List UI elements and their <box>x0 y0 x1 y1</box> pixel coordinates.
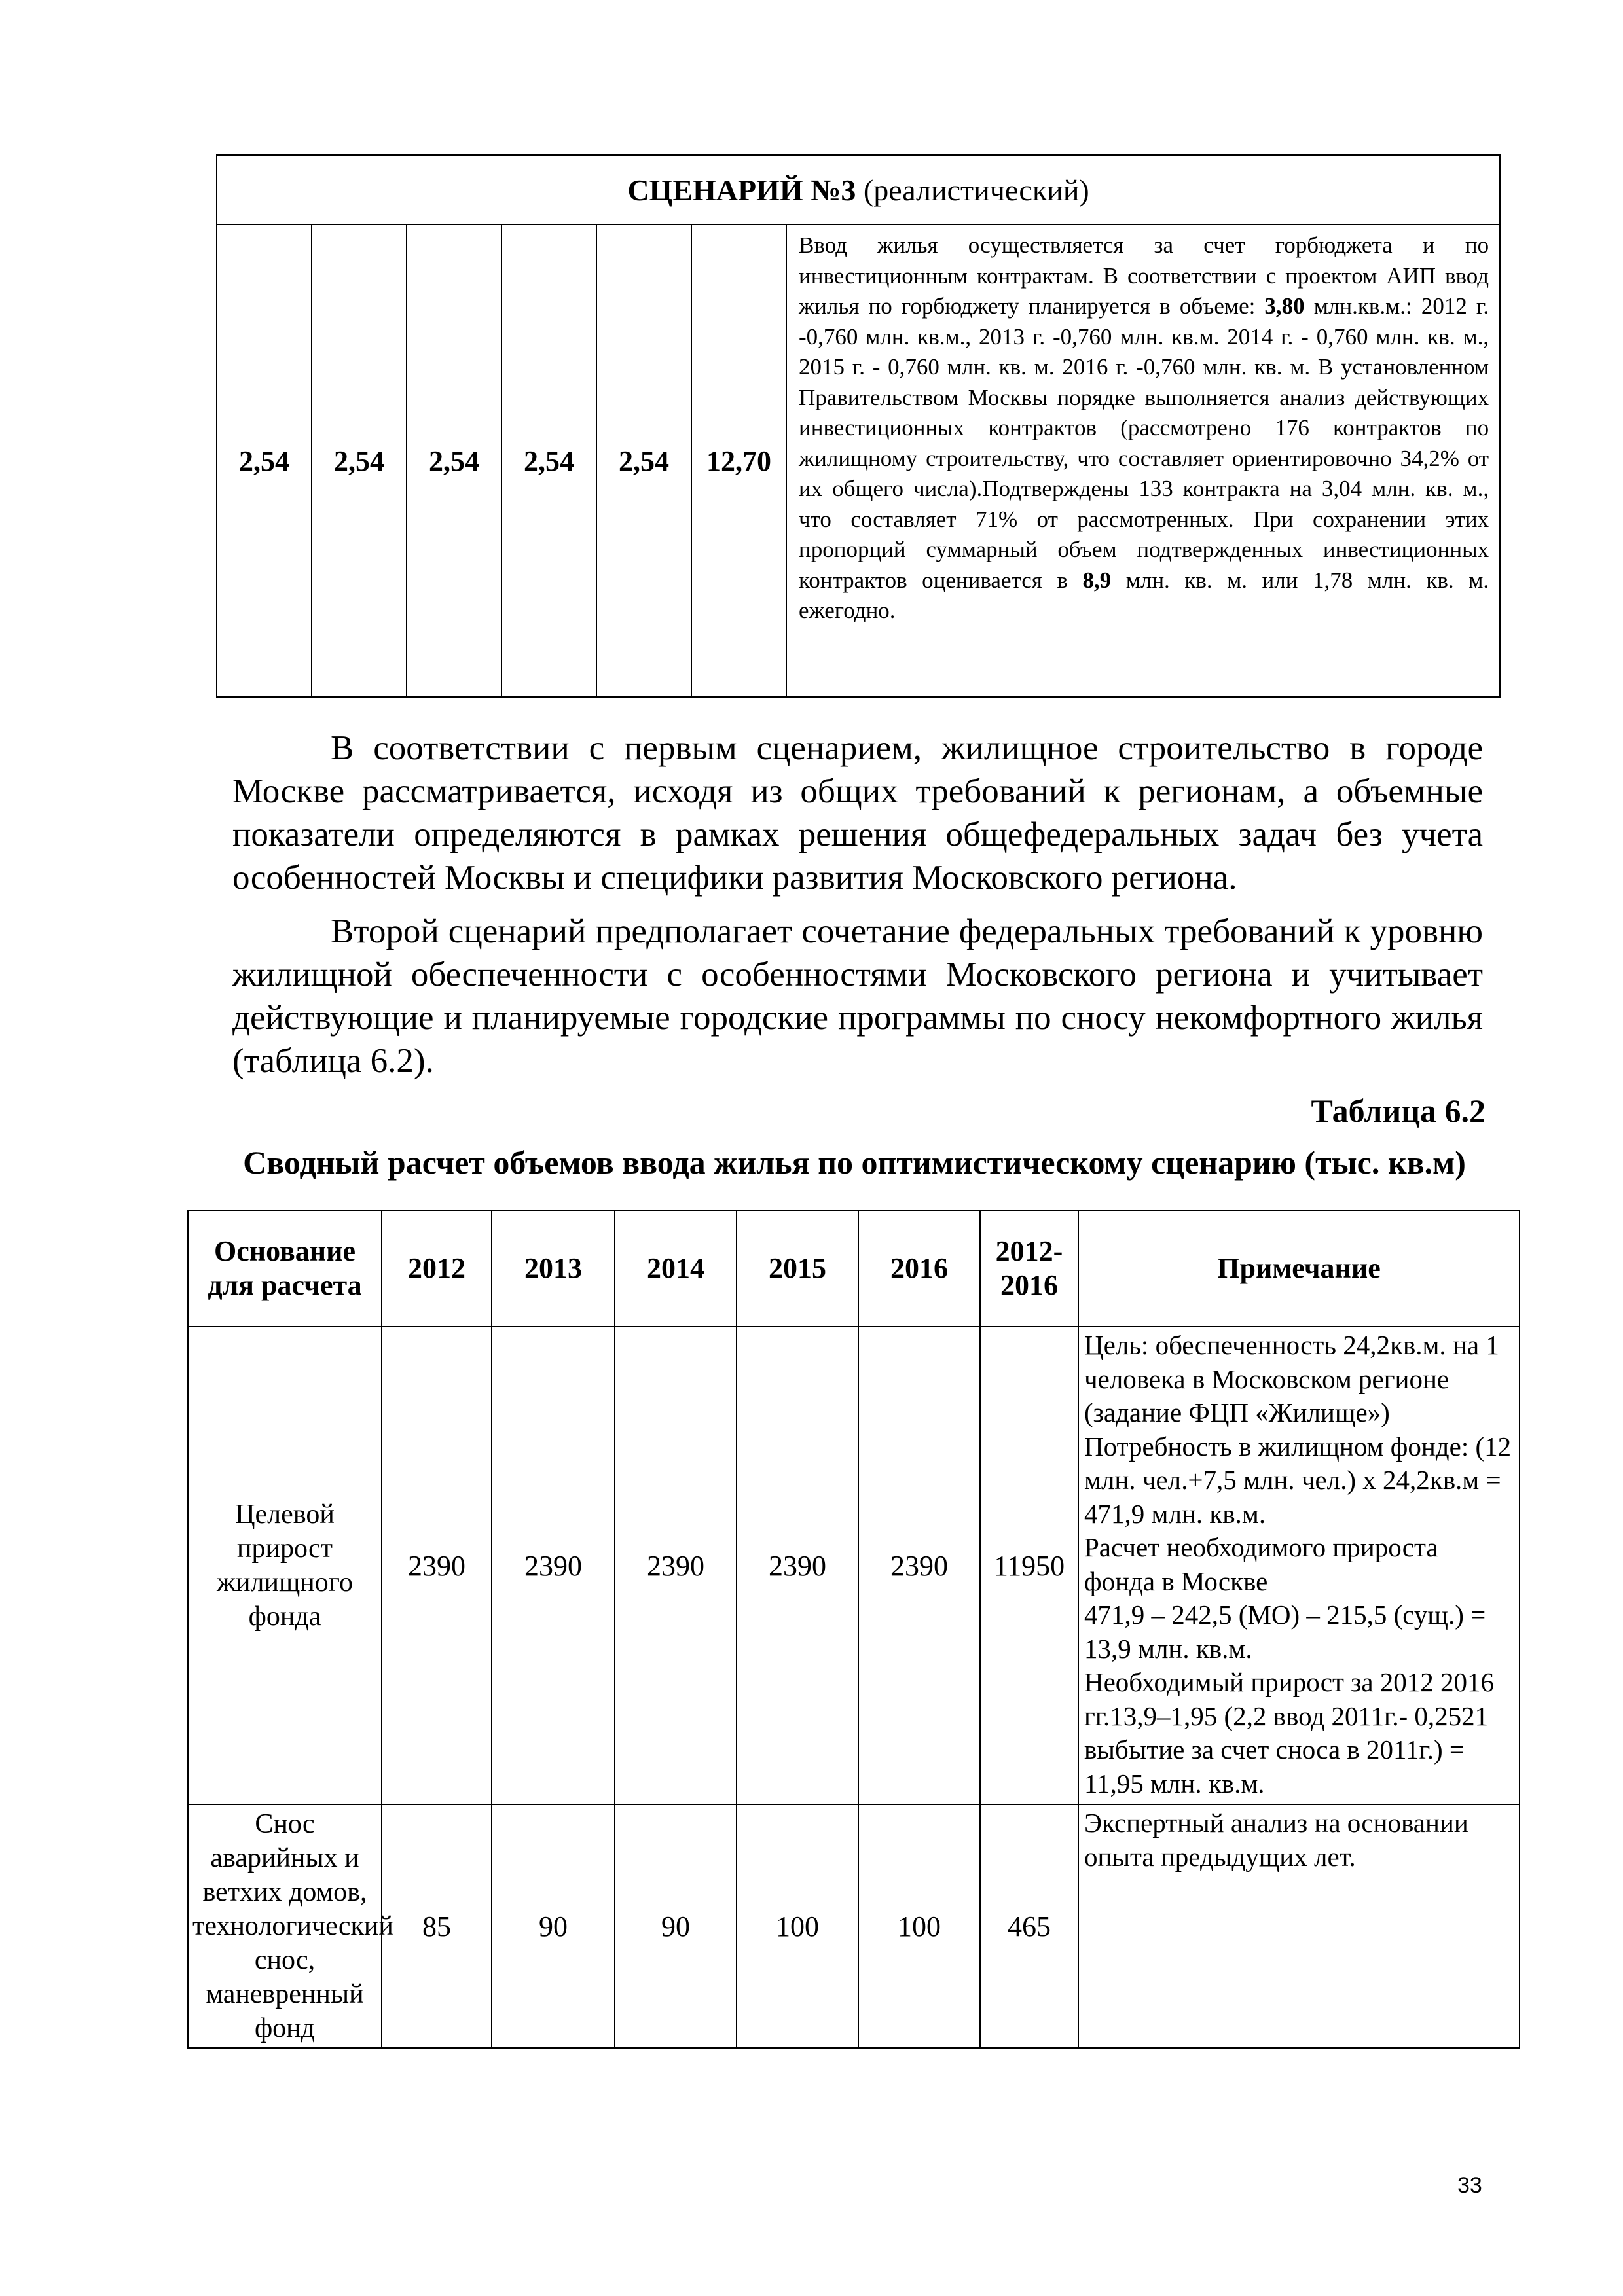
row-value-2014: 90 <box>615 1804 737 2048</box>
row-value-2013: 90 <box>492 1804 615 2048</box>
table-title: Сводный расчет объемов ввода жилья по оптимистическому сценарию (тыс. кв.м) <box>243 1144 1466 1181</box>
page-number: 33 <box>1457 2173 1482 2198</box>
row-value-2016: 2390 <box>858 1327 980 1804</box>
scenario-value-total: 12,70 <box>691 224 786 697</box>
row-value-total: 11950 <box>980 1327 1078 1804</box>
scenario-title-rest: (реалистический) <box>856 173 1089 207</box>
scenario-title <box>217 155 1500 224</box>
row-value-2015: 100 <box>737 1804 858 2048</box>
table-number: Таблица 6.2 <box>1311 1092 1486 1129</box>
row-basis: Снос аварийных и ветхих домов, технологический снос, маневренный фонд <box>188 1804 382 2048</box>
row-value-2012: 2390 <box>382 1327 492 1804</box>
scenario-note: Ввод жилья осуществляется за счет горбюджета и по инвестиционным контрактам. В соответствии с проектом АИП ввод жилья по горбюджету планируется в объеме: 3,80 млн.кв.м.: 2012 г. -0,760 млн. кв.м., 2013 г. -0,760 млн. кв.м. 2014 г. - 0,760 млн. кв. м., 2015 г. - 0,760 млн. кв. м. 2016 г. -0,760 млн. кв. м. В установленном Правительством Москвы порядке выполняется анализ действующих инвестиционных контрактов (рассмотрено 176 контрактов по жилищному строительству, что составляет ориентировочно 34,2% от их общего числа).Подтверждены 133 контракта на 3,04 млн. кв. м., что составляет 71% от рассмотренных. При сохранении этих пропорций суммарный объем подтвержденных инвестиционных контрактов оценивается в 8,9 млн. кв. м. или 1,78 млн. кв. м. ежегодно. <box>786 224 1500 697</box>
table-header-row <box>188 1210 1520 1327</box>
header-2016: 2016 <box>858 1210 980 1327</box>
note-line: Потребность в жилищном фонде: (12 млн. чел.+7,5 млн. чел.) х 24,2кв.м = 471,9 млн. кв.м. <box>1084 1431 1512 1529</box>
header-2012: 2012 <box>382 1210 492 1327</box>
header-2014: 2014 <box>615 1210 737 1327</box>
note-line: Цель: обеспеченность 24,2кв.м. на 1 человека в Московском регионе (задание ФЦП «Жилище») <box>1084 1330 1499 1427</box>
housing-volume-table <box>187 1210 1520 2049</box>
table-row <box>188 1804 1520 2048</box>
scenario-title-bold: СЦЕНАРИЙ №3 <box>627 173 856 207</box>
table-row <box>188 1327 1520 1804</box>
row-value-total: 465 <box>980 1804 1078 2048</box>
header-total: 2012-2016 <box>980 1210 1078 1327</box>
header-2015: 2015 <box>737 1210 858 1327</box>
scenario-value-2013: 2,54 <box>312 224 407 697</box>
row-value-2012: 85 <box>382 1804 492 2048</box>
paragraph-second-scenario: Второй сценарий предполагает сочетание федеральных требований к уровню жилищной обеспеченности с особенностями Московского региона и учитывает действующие и планируемые городские программы по сносу некомфортного жилья (таблица 6.2). <box>232 912 1483 1080</box>
scenario-value-2014: 2,54 <box>407 224 501 697</box>
paragraph-first-scenario: В соответствии с первым сценарием, жилищное строительство в городе Москве рассматривается, исходя из общих требований к регионам, а объемные показатели определяются в рамках решения общефедеральных задач без учета особенностей Москвы и специфики развития Московского региона. <box>232 729 1483 897</box>
row-value-2013: 2390 <box>492 1327 615 1804</box>
note-line: Расчет необходимого прироста фонда в Москве <box>1084 1532 1438 1596</box>
header-note: Примечание <box>1078 1210 1520 1327</box>
row-basis: Целевой прирост жилищного фонда <box>188 1327 382 1804</box>
scenario-value-2016: 2,54 <box>596 224 691 697</box>
row-note <box>1078 1804 1520 2048</box>
scenario-value-2012: 2,54 <box>217 224 312 697</box>
row-value-2016: 100 <box>858 1804 980 2048</box>
note-line: Необходимый прирост за 2012 2016 гг.13,9–1,95 (2,2 ввод 2011г.- 0,2521 выбытие за счет сноса в 2011г.) = 11,95 млн. кв.м. <box>1084 1667 1495 1799</box>
row-value-2014: 2390 <box>615 1327 737 1804</box>
scenario-value-2015: 2,54 <box>501 224 596 697</box>
row-note <box>1078 1327 1520 1804</box>
scenario-table <box>216 154 1501 698</box>
note-line: Экспертный анализ на основании опыта предыдущих лет. <box>1084 1808 1468 1872</box>
note-line: 471,9 – 242,5 (МО) – 215,5 (сущ.) = 13,9 млн. кв.м. <box>1084 1600 1486 1664</box>
header-2013: 2013 <box>492 1210 615 1327</box>
header-basis: Основание для расчета <box>188 1210 382 1327</box>
row-value-2015: 2390 <box>737 1327 858 1804</box>
